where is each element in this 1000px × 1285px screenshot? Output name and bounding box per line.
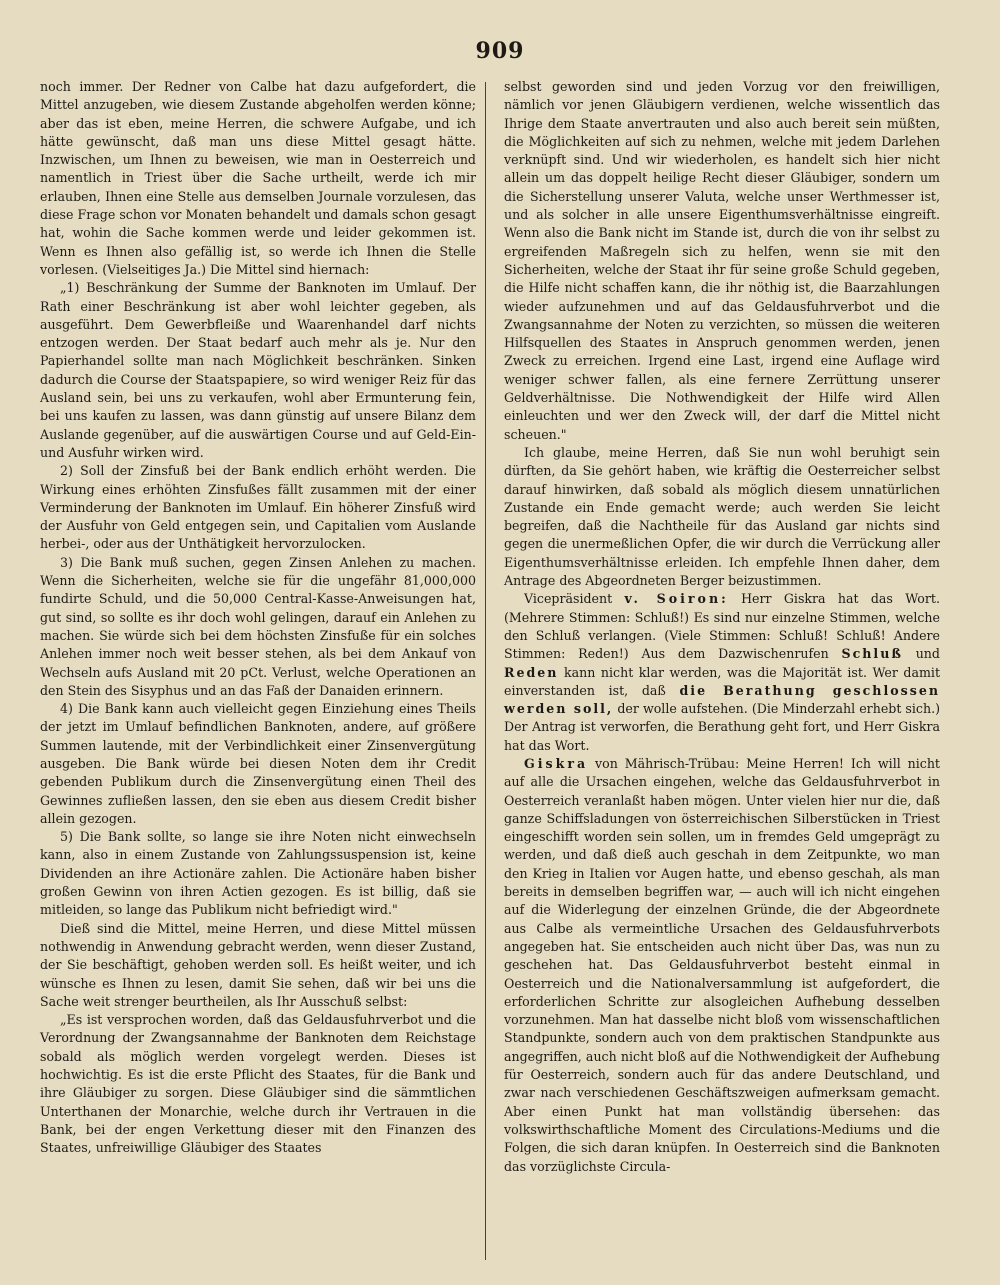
speaker-name: Giskra	[524, 755, 589, 771]
paragraph: 4) Die Bank kann auch vielleicht gegen Einziehung eines Theils der jetzt im Umlauf befindlichen Banknoten, andere, auf größere Summen lautende, mit der Verbindlichkeit einer Zinsenvergütung ausgeben. Die Bank würde bei diesen Noten dem ihr Credit gebenden Publikum durch die Zinsenvergütung einen Theil des Gewinnes zufließen lassen, den sie eben aus diesem Credit bisher allein gezogen.	[40, 701, 476, 826]
paragraph: selbst geworden sind und jeden Vorzug vor den freiwilligen, nämlich vor jenen Gläubigern verdienen, welche wissentlich das Ihrige dem Staate anvertrauten und also auch bereit sein müßten, die Möglichkeiten auf sich zu nehmen, welche mit jedem Darlehen verknüpft sind. Und wir wiederholen, es handelt sich hier nicht allein um das doppelt heilige Recht dieser Gläubiger, sondern um die Sicherstellung unserer Valuta, welche unser Werthmesser ist, und als solcher in alle unsere Eigenthumsverhältnisse eingreift. Wenn also die Bank nicht im Stande ist, durch die von ihr selbst zu ergreifenden Maßregeln sich zu helfen, wenn sie mit den Sicherheiten, welche der Staat ihr für seine große Schuld gegeben, die Hilfe nicht schaffen kann, die ihr nöthig ist, die Baarzahlungen wieder aufzunehmen und auf das Geldausfuhrverbot und die Zwangsannahme der Noten zu verzichten, so müssen die weiteren Hilfsquellen des Staates in Anspruch genommen werden, jenen Zweck zu erreichen. Irgend eine Last, irgend eine Auflage wird weniger schwer fallen, als eine fernere Zerrüttung unserer Geldverhältnisse. Die Nothwendigkeit der Hilfe wird Allen einleuchten und wer den Zweck will, der darf die Mittel nicht scheuen."	[504, 79, 940, 442]
paragraph-text: Herr Giskra hat das Wort. (Mehrere Stimmen: Schluß!) Es sind nur einzelne Stimmen, welche den Schluß verlangen. (Viele Stimmen: Schluß! Schluß! Andere Stimmen: Reden!) Aus dem Dazwischenrufen	[504, 591, 940, 662]
paragraph: 2) Soll der Zinsfuß bei der Bank endlich erhöht werden. Die Wirkung eines erhöhten Zinsfußes fällt zusammen mit der einer Verminderung der Banknoten im Umlauf. Ein höherer Zinsfuß wird der Ausfuhr von Geld entgegen sein, und Capitalien vom Auslande herbei-, oder aus der Unthätigkeit hervorzulocken.	[40, 463, 476, 552]
paragraph: Ich glaube, meine Herren, daß Sie nun wohl beruhigt sein dürften, da Sie gehört haben, wie kräftig die Oesterreicher selbst darauf hinwirken, daß sobald als möglich diesem unnatürlichen Zustande ein Ende gemacht werde; auch werden Sie leicht begreifen, daß die Nachtheile für das Ausland gar nichts sind gegen die unermeßlichen Opfer, die wir durch die Verrückung aller Eigenthumsverhältnisse erleiden. Ich empfehle Ihnen daher, dem Antrage des Abgeordneten Berger beizustimmen.	[504, 444, 940, 589]
speaker-paragraph	[504, 590, 940, 755]
emphasis-text: die Berathung geschlossen werden soll,	[504, 682, 940, 717]
paragraph: noch immer. Der Redner von Calbe hat dazu aufgefordert, die Mittel anzugeben, wie diesem Zustande abgeholfen werden könne; aber das ist eben, meine Herren, die schwere Aufgabe, und ich hätte gewünscht, daß man uns diese Mittel gesagt hätte. Inzwischen, um Ihnen zu beweisen, wie man in Oesterreich und namentlich in Triest über die Sache urtheilt, werde ich mir erlauben, Ihnen eine Stelle aus demselben Journale vorzulesen, das diese Frage schon vor Monaten behandelt und damals schon gesagt hat, wohin die Sache kommen werde und leider gekommen ist. Wenn es Ihnen also gefällig ist, so werde ich Ihnen die Stelle vorlesen. (Vielseitiges Ja.) Die Mittel sind hiernach:	[40, 79, 476, 277]
paragraph: 5) Die Bank sollte, so lange sie ihre Noten nicht einwechseln kann, also in einem Zustande von Zahlungssuspension ist, keine Dividenden an ihre Actionäre zahlen. Die Actionäre haben bisher großen Gewinn von ihren Actien gezogen. Es ist billig, daß sie mitleiden, so lange das Publikum nicht befriedigt wird."	[40, 829, 476, 918]
speaker-title: Vicepräsident	[524, 591, 613, 607]
emphasis-text: Reden	[504, 664, 559, 680]
paragraph-text: kann nicht klar werden, was die Majorität ist. Wer damit einverstanden ist, daß	[504, 664, 940, 698]
paragraph-text: und	[915, 646, 940, 662]
paragraph: „1) Beschränkung der Summe der Banknoten im Umlauf. Der Rath einer Beschränkung ist aber wohl leichter gegeben, als ausgeführt. Dem Gewerbfleiße und Waarenhandel darf nichts entzogen werden. Der Staat bedarf auch mehr als je. Nur den Papierhandel sollte man nach Möglichkeit beschränken. Sinken dadurch die Course der Staatspapiere, so wird weniger Reiz für das Ausland sein, bei uns zu verkaufen, wohl aber Ermunterung fein, bei uns kaufen zu lassen, was dann günstig auf unsere Bilanz dem Auslande gegenüber, auf die auswärtigen Course und auf Geld-Ein- und Ausfuhr wirken wird.	[40, 280, 476, 460]
paragraph-text: von Mährisch-Trübau: Meine Herren! Ich will nicht auf alle die Ursachen eingehen, welche das Geldausfuhrverbot in Oesterreich veranlaßt haben mögen. Unter vielen hier nur die, daß ganze Schiffsladungen von österreichischen Silberstücken in Triest eingeschifft worden sein sollen, um in fremdes Geld umgeprägt zu werden, und daß dieß auch geschah in dem Zeitpunkte, wo man den Krieg in Italien vor Augen hatte, und ebenso geschah, als man bereits in demselben begriffen war, — auch will ich nicht eingehen auf die Widerlegung der einzelnen Gründe, die der Abgeordnete aus Calbe als vermeintliche Ursachen des Geldausfuhrverbots angegeben hat. Sie entscheiden auch nicht über Das, was nun zu geschehen hat. Das Geldausfuhrverbot besteht einmal in Oesterreich und die Nationalversammlung ist aufgefordert, die erforderlichen Schritte zur alsogleichen Aufhebung desselben vorzunehmen. Man hat dasselbe nicht bloß vom wissenschaftlichen Standpunkte, sondern auch von dem praktischen Standpunkte aus angegriffen, auch nicht bloß auf die Nothwendigkeit der Aufhebung für Oesterreich, sondern auch für das andere Deutschland, und zwar nach verschiedenen Geschäftszweigen aufmerksam gemacht. Aber einen Punkt hat man vollständig übersehen: das volkswirthschaftliche Moment des Circulations-Mediums und die Folgen, die sich daran knüpfen. In Oesterreich sind die Banknoten das vorzüglichste Circula-	[504, 755, 940, 1174]
speaker-paragraph	[504, 755, 940, 1176]
paragraph-text: der wolle aufstehen. (Die Minderzahl erhebt sich.) Der Antrag ist verworfen, die Berathung geht fort, und Herr Giskra hat das Wort.	[504, 701, 940, 753]
column-divider	[485, 82, 486, 1260]
paragraph: Dieß sind die Mittel, meine Herren, und diese Mittel müssen nothwendig in Anwendung gebracht werden, wenn dieser Zustand, der Sie beschäftigt, gehoben werden soll. Es heißt weiter, und ich wünsche es Ihnen zu lesen, damit Sie sehen, daß wir bei uns die Sache weit strenger beurtheilen, als Ihr Ausschuß selbst:	[40, 920, 476, 1009]
paragraph: 3) Die Bank muß suchen, gegen Zinsen Anlehen zu machen. Wenn die Sicherheiten, welche sie für die ungefähr 81,000,000 fundirte Schuld, und die 50,000 Central-Kasse-Anweisungen hat, gut sind, so sollte es ihr doch wohl gelingen, darauf ein Anlehen zu machen. Sie würde sich bei dem höchsten Zinsfuße für ein solches Anlehen immer noch weit besser stehen, als bei dem Ankauf von Wechseln aufs Ausland mit 20 pCt. Verlust, welche Operationen an den Stein des Sisyphus und an das Faß der Danaiden erinnern.	[40, 554, 476, 698]
right-column	[504, 78, 940, 1176]
emphasis-text: Schluß	[841, 646, 903, 662]
paragraph: „Es ist versprochen worden, daß das Geldausfuhrverbot und die Verordnung der Zwangsannahme der Banknoten dem Reichstage sobald als möglich werden vorgelegt werden. Dieses ist hochwichtig. Es ist die erste Pflicht des Staates, für die Bank und ihre Gläubiger zu sorgen. Diese Gläubiger sind die sämmtlichen Unterthanen der Monarchie, welche durch ihr Vertrauen in die Bank, bei der engen Verkettung dieser mit den Finanzen des Staates, unfreiwillige Gläubiger des Staates	[40, 1012, 476, 1156]
left-column	[40, 78, 476, 1158]
speaker-name: v. Soiron:	[624, 591, 729, 607]
page-number: 909	[475, 38, 525, 64]
